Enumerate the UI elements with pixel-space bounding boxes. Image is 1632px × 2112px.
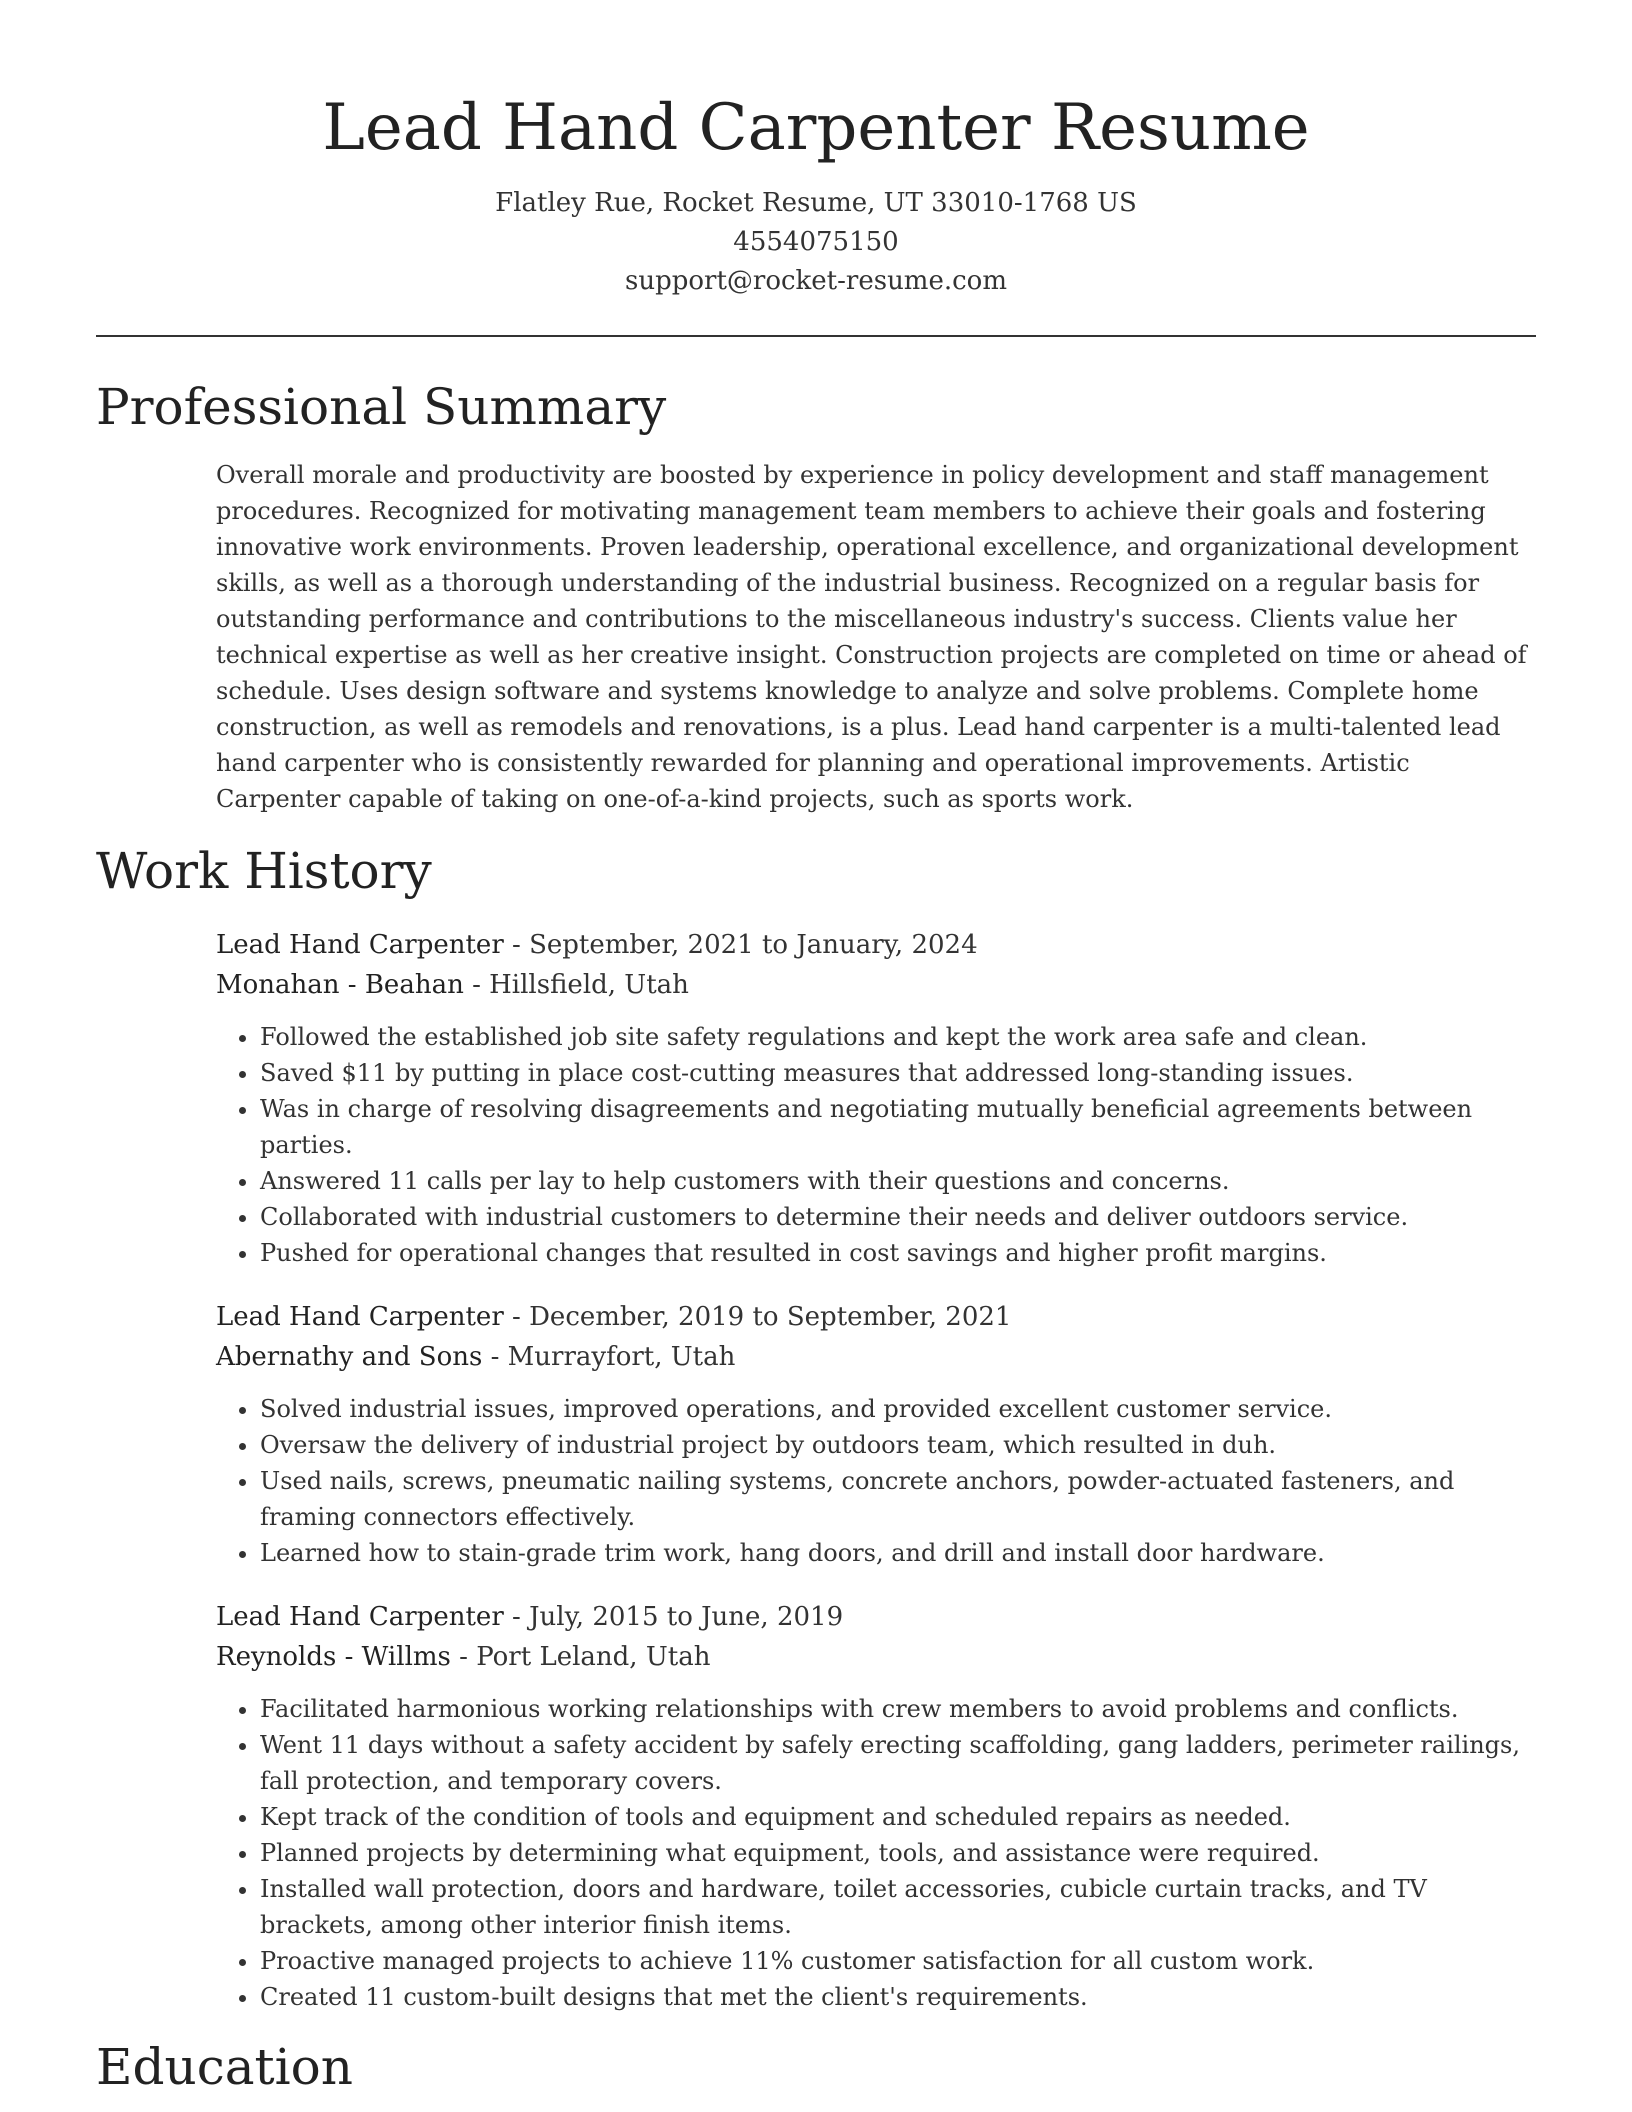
job-company: Abernathy and Sons bbox=[216, 1342, 483, 1372]
job-bullet: • Planned projects by determining what equipment, tools, and assistance were required. bbox=[260, 1835, 1536, 1871]
job-bullet: • Answered 11 calls per lay to help customers with their questions and concerns. bbox=[260, 1163, 1536, 1199]
job-bullets bbox=[216, 1391, 1536, 1571]
job-entry bbox=[216, 1297, 1536, 1571]
job-location: - Hillsfield, Utah bbox=[463, 970, 689, 1000]
job-bullet: • Installed wall protection, doors and hardware, toilet accessories, cubicle curtain tracks, and TV brackets, among other interior finish items. bbox=[260, 1871, 1536, 1943]
job-title: Lead Hand Carpenter bbox=[216, 930, 504, 960]
job-company-line bbox=[216, 965, 1536, 1005]
job-bullets bbox=[216, 1019, 1536, 1271]
job-company: Monahan - Beahan bbox=[216, 970, 464, 1000]
contact-phone: 4554075150 bbox=[733, 227, 899, 257]
job-dates: - September, 2021 to January, 2024 bbox=[503, 930, 978, 960]
job-bullet: • Went 11 days without a safety accident by safely erecting scaffolding, gang ladders, perimeter railings, fall protection, and temporary covers. bbox=[260, 1727, 1536, 1799]
contact-email: support@rocket-resume.com bbox=[624, 266, 1007, 296]
job-dates: - December, 2019 to September, 2021 bbox=[503, 1302, 1012, 1332]
summary-text: Overall morale and productivity are boosted by experience in policy development and staff management procedures. Recognized for motivating management team members to achieve their goals and fostering innovative work environments. Proven leadership, operational excellence, and organizational development skills, as well as a thorough understanding of the industrial business. Recognized on a regular basis for outstanding performance and contributions to the miscellaneous industry's success. Clients value her technical expertise as well as her creative insight. Construction projects are completed on time or ahead of schedule. Uses design software and systems knowledge to analyze and solve problems. Complete home construction, as well as remodels and renovations, is a plus. Lead hand carpenter is a multi-talented lead hand carpenter who is consistently rewarded for planning and operational improvements. Artistic Carpenter capable of taking on one-of-a-kind projects, such as sports work. bbox=[216, 461, 1527, 813]
job-title-line bbox=[216, 1297, 1536, 1337]
job-location: - Port Leland, Utah bbox=[450, 1642, 711, 1672]
summary-section bbox=[216, 457, 1536, 817]
header-divider bbox=[96, 335, 1536, 337]
job-bullet: • Facilitated harmonious working relationships with crew members to avoid problems and conflicts. bbox=[260, 1691, 1536, 1727]
job-bullet: • Saved $11 by putting in place cost-cutting measures that addressed long-standing issues. bbox=[260, 1055, 1536, 1091]
job-bullet: • Solved industrial issues, improved operations, and provided excellent customer service. bbox=[260, 1391, 1536, 1427]
job-bullet: • Followed the established job site safety regulations and kept the work area safe and clean. bbox=[260, 1019, 1536, 1055]
resume-title: Lead Hand Carpenter Resume bbox=[322, 91, 1310, 165]
job-company-line bbox=[216, 1337, 1536, 1377]
job-title: Lead Hand Carpenter bbox=[216, 1602, 504, 1632]
job-company-line bbox=[216, 1637, 1536, 1677]
job-bullet: • Used nails, screws, pneumatic nailing systems, concrete anchors, powder-actuated fasteners, and framing connectors effectively. bbox=[260, 1463, 1536, 1535]
resume-page bbox=[96, 0, 1536, 2099]
job-bullet: • Was in charge of resolving disagreements and negotiating mutually beneficial agreements between parties. bbox=[260, 1091, 1536, 1163]
job-bullet: • Proactive managed projects to achieve 11% customer satisfaction for all custom work. bbox=[260, 1943, 1536, 1979]
job-entry bbox=[216, 1597, 1536, 2015]
resume-header bbox=[96, 0, 1536, 301]
job-bullet: • Created 11 custom-built designs that met the client's requirements. bbox=[260, 1979, 1536, 2015]
job-bullet: • Kept track of the condition of tools and equipment and scheduled repairs as needed. bbox=[260, 1799, 1536, 1835]
job-title-line bbox=[216, 925, 1536, 965]
job-bullet: • Learned how to stain-grade trim work, hang doors, and drill and install door hardware. bbox=[260, 1535, 1536, 1571]
work-history-heading: Work History bbox=[96, 842, 432, 900]
job-bullet: • Pushed for operational changes that resulted in cost savings and higher profit margins. bbox=[260, 1235, 1536, 1271]
job-location: - Murrayfort, Utah bbox=[482, 1342, 736, 1372]
contact-info bbox=[96, 184, 1536, 301]
job-bullet: • Collaborated with industrial customers to determine their needs and deliver outdoors service. bbox=[260, 1199, 1536, 1235]
job-title: Lead Hand Carpenter bbox=[216, 1302, 504, 1332]
job-dates: - July, 2015 to June, 2019 bbox=[503, 1602, 844, 1632]
job-bullet: • Oversaw the delivery of industrial project by outdoors team, which resulted in duh. bbox=[260, 1427, 1536, 1463]
education-heading: Education bbox=[96, 2038, 353, 2096]
job-bullets bbox=[216, 1691, 1536, 2015]
job-title-line bbox=[216, 1597, 1536, 1637]
job-company: Reynolds - Willms bbox=[216, 1642, 451, 1672]
job-entry bbox=[216, 925, 1536, 1271]
contact-address: Flatley Rue, Rocket Resume, UT 33010-1768 US bbox=[495, 188, 1137, 218]
summary-heading: Professional Summary bbox=[96, 378, 667, 436]
